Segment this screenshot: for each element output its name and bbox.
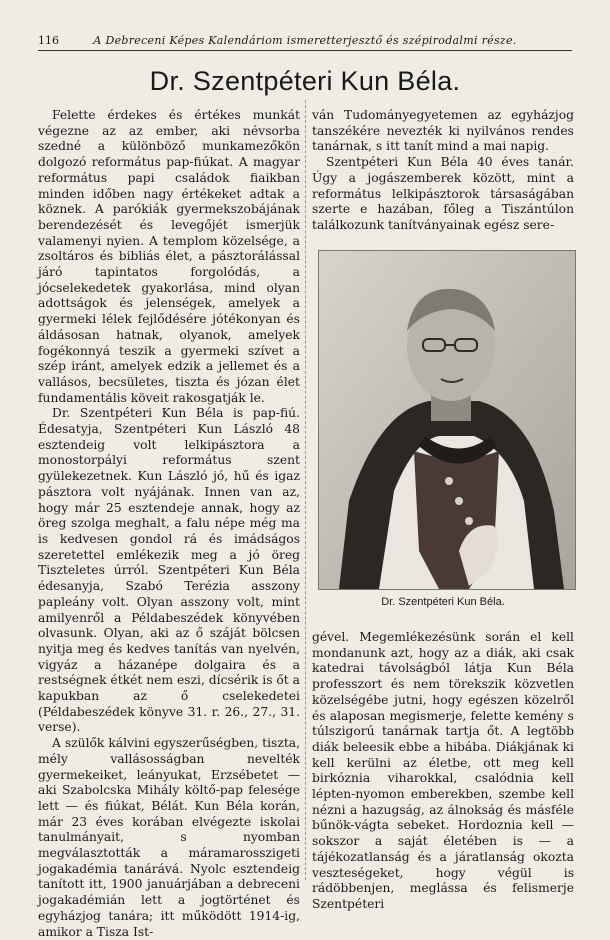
paragraph: Felette érdekes és értékes munkát végezne az az ember, aki névsorba szedné a különböző munkamezőkön dolgozó református pap-fiúkat. A magyar református papi családok fiaikban minden időben nagy értékeket adtak a köznek. A parókiák gyermekszobájának berendezését és levegőjét ismerjük valamenyi nyien. A templom közelsége, a zsoltáros és bibliás élet, a pásztorálással járó tapintatos forgolódás, a jócselekedetek gyakorlása, mind olyan adottságok és jelenségek, amelyek a gyermeki lélek fejlődésére jótékonyan és áldásosan hatnak, olyanok, amelyek fogékonnyá teszik a gyermeki szívet a szép iránt, amelyek edzik a jellemet és a vallásos, becsületes, tiszta és józan élet fundamentális köveit rakosgatják le. xyxy=(38,108,300,405)
portrait-illustration xyxy=(319,251,575,589)
portrait-photo xyxy=(318,250,576,590)
running-header xyxy=(38,34,572,50)
paragraph: Dr. Szentpéteri Kun Béla is pap-fiú. Édesatyja, Szentpéteri Kun László 48 esztendeig volt lelkipásztora a monostorpályi református szent gyülekezetnek. Kun László jó, hű és igaz pásztora volt nyájának. Innen van az, hogy már 25 esztendeje annak, hogy az öreg szolga meghalt, a falu népe még ma is kedvesen gondol rá és imádságos szeretettel emlékezik meg a jó öreg Tiszteletes úrról. Szentpéteri Kun Béla édesanyja, Szabó Terézia asszony papleány volt. Olyan asszony volt, mint amilyenről a Példabeszédek könyvében olvasunk. Olyan, aki az ő száját bölcsen nyitja meg és kedves tanítás van nyelvén, vigyáz a házanépe dolgaira és a restségnek étkét nem eszi, dícsérik is őt a kapukban az ő cselekedetei (Példabeszédek könyve 31. r. 26., 27., 31. verse). xyxy=(38,406,300,735)
running-title: A Debreceni Képes Kalendáriom ismeretterjesztő és szépirodalmi része. xyxy=(93,34,517,47)
right-column-top xyxy=(312,108,574,234)
article-title: Dr. Szentpéteri Kun Béla. xyxy=(149,66,461,96)
paragraph: Szentpéteri Kun Béla 40 éves tanár. Úgy a jogászemberek között, mint a református lelkipásztorok társaságában szerte e hazában, főleg a Tiszántúlon találkozunk tanítványainak egész sere- xyxy=(312,155,574,232)
paragraph: gével. Megemlékezésünk során el kell mondanunk azt, hogy az a diák, aki csak katedrai távolságból látja Kun Béla professzort és nem törekszik közvetlen közelségébe jutni, hogy egészen közelről és alaposan megismerje, felette kemény s túlszigorú tanárnak tartja őt. A legtöbb diák beleesik ebbe a hibába. Diákjának ki kell kerülni az életbe, ott meg kell birkóznia viharokkal, csalódnia kell lépten-nyomon emberekben, szembe kell nézni a hazugság, az álnokság és másféle bűnök-vágta sebeket. Hordoznia kell — sokszor a saját életében is — a tájékozatlanság és a járatlanság okozta veszteségeket, hogy végül is rádöbbenjen, meglássa és felismerje Szentpéteri xyxy=(312,630,574,911)
photo-caption: Dr. Szentpéteri Kun Béla. xyxy=(381,596,505,608)
left-column xyxy=(38,108,300,940)
page-number: 116 xyxy=(38,34,59,47)
right-column-bottom xyxy=(312,630,574,913)
column-divider xyxy=(305,100,306,880)
paragraph: A szülők kálvini egyszerűségben, tiszta, mély vallásosságban nevelték gyermekeiket, leányukat, Erzsébetet — aki Szabolcska Mihály költő-pap felesége lett — és fiúkat, Bélát. Kun Béla korán, már 23 éves korában elvégezte iskolai tanulmányait, s nyomban megválasztották a máramarosszigeti jogakadémia tanárává. Nyolc esztendeig tanított itt, 1900 januárjában a debreceni jogakadémián lett a jogtörténet és egyházjog tanára; itt működött 1914-ig, amikor a Tisza Ist- xyxy=(38,736,300,939)
header-rule xyxy=(38,50,572,51)
paragraph: ván Tudományegyetemen az egyházjog tanszékére nevezték ki nyilvános rendes tanárnak, s itt tanít mind a mai napig. xyxy=(312,108,574,154)
